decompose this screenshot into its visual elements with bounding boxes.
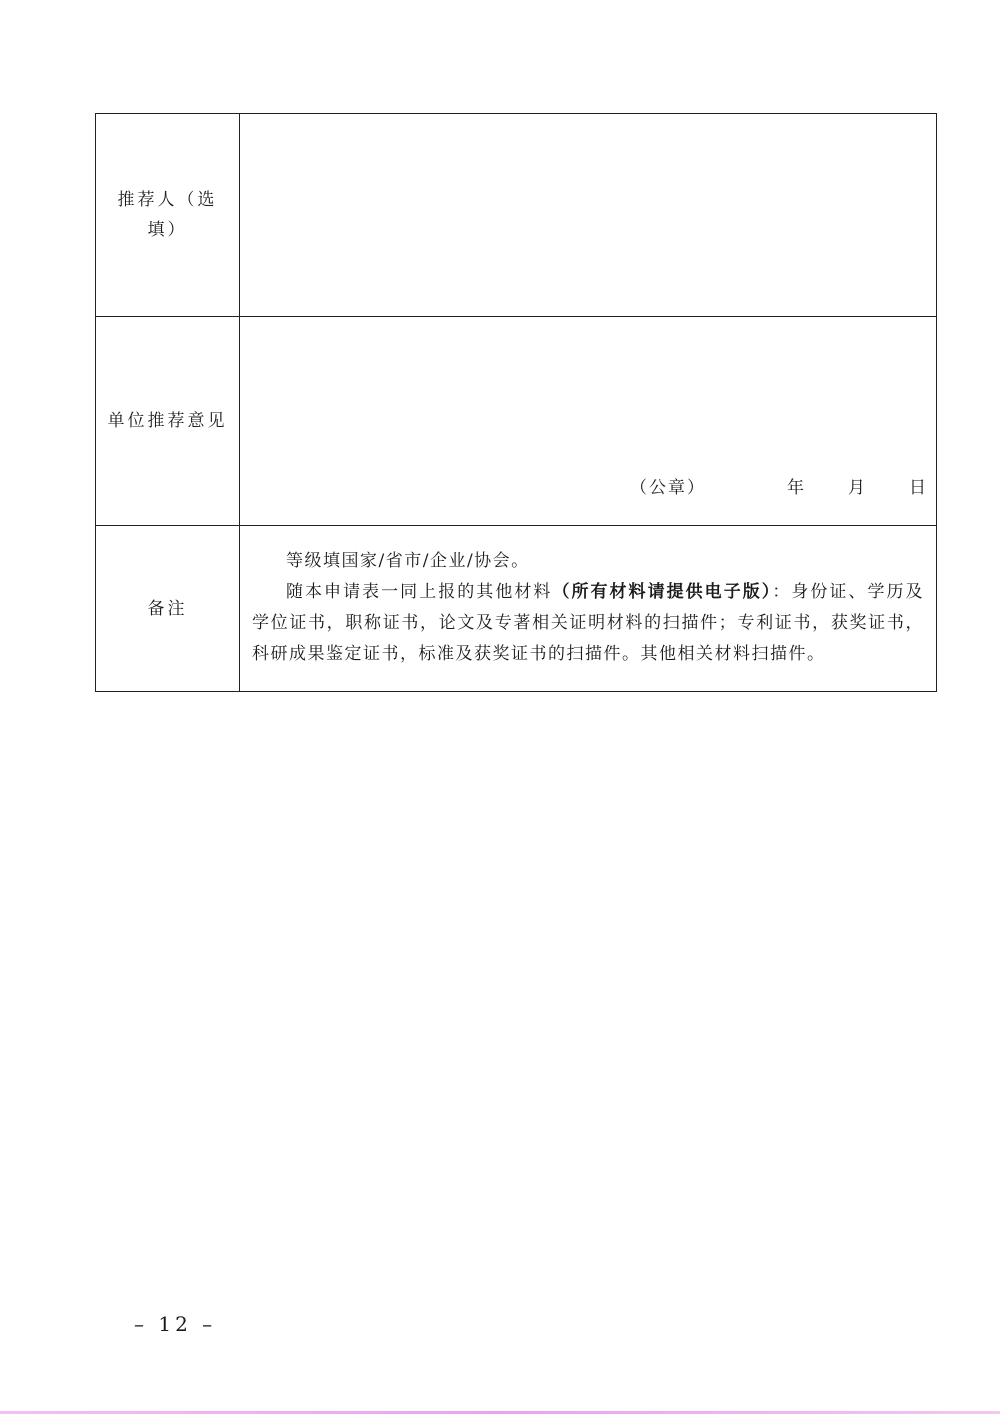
remarks-row <box>96 525 936 692</box>
recommender-field[interactable] <box>240 114 936 316</box>
day-label: 日 <box>909 478 926 498</box>
remarks-line-materials <box>252 577 924 670</box>
materials-list: ：身份证、学历及学位证书，职称证书，论文及专著相关证明材料的扫描件；专利证书，获奖证书，科研成果鉴定证书，标准及获奖证书的扫描件。其他相关材料扫描件。 <box>252 582 925 664</box>
remarks-content-cell <box>240 526 936 692</box>
unit-opinion-label: 单位推荐意见 <box>107 411 228 431</box>
materials-prefix: 随本申请表一同上报的其他材料 <box>286 582 553 602</box>
remarks-text <box>252 546 924 670</box>
unit-opinion-label-cell <box>96 317 240 525</box>
page-number: – 12 – <box>134 1312 217 1336</box>
recommender-label: 推荐人（选填） <box>117 190 218 240</box>
materials-electronic-note: （所有材料请提供电子版） <box>552 582 773 602</box>
unit-opinion-field[interactable] <box>240 317 936 525</box>
seal-date-line <box>240 473 936 498</box>
month-label: 月 <box>848 478 865 498</box>
remarks-line-grade: 等级填国家/省市/企业/协会。 <box>286 551 530 571</box>
recommender-row <box>96 114 936 316</box>
application-form-table <box>95 113 937 692</box>
year-label: 年 <box>787 478 804 498</box>
remarks-label: 备注 <box>147 599 188 619</box>
unit-opinion-row <box>96 316 936 525</box>
recommender-label-cell <box>96 114 240 316</box>
remarks-label-cell <box>96 526 240 692</box>
seal-label: （公章） <box>630 478 706 498</box>
